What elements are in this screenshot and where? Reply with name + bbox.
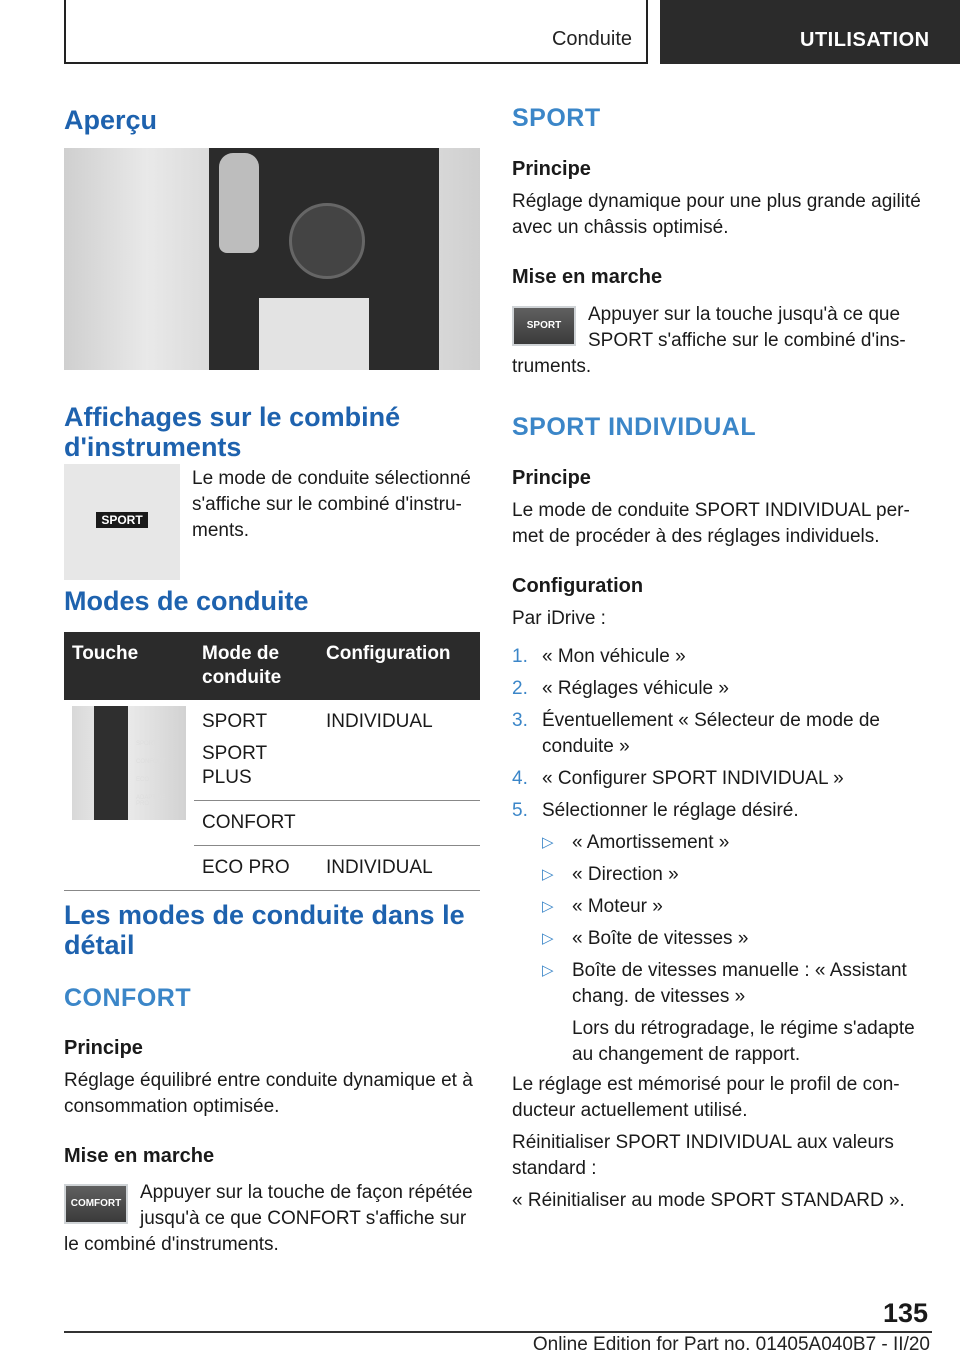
config-steps [512,644,932,1074]
sport-text-2: avec un châssis optimisé. [512,217,729,238]
footer-divider [64,1331,932,1333]
comfort-button-image: COMFORT [64,1184,128,1224]
config-cell: INDIVIDUAL [318,700,480,801]
table-header-mode: Mode de conduite [194,632,318,700]
confort-action-3: le combiné d'instruments. [64,1234,279,1255]
confort-action-2: jusqu'à ce que CONFORT s'affiche sur [140,1208,467,1229]
individual-principe-heading: Principe [512,467,591,489]
list-item: ▷ Boîte de vitesses manuelle : « Assistant chang. de vitesses » Lors du rétrogradage, le régime s'adapte au changement de rapport. [542,958,932,1068]
affichages-line-3: ments. [192,520,250,541]
mode-cell: CONFORT [194,801,318,846]
header-section-box [660,0,960,64]
list-item: 3. Éventuellement « Sélecteur de mode de conduite » [512,710,880,757]
mode-cell: SPORT PLUS [202,743,267,788]
confort-mise-en-marche: Mise en marche [64,1145,215,1167]
affichages-title-1: Affichages sur le combiné [64,402,401,432]
configuration-heading: Configuration [512,575,644,597]
table-row [64,700,480,801]
list-item: 4. « Configurer SPORT INDIVIDUAL » [512,768,844,789]
reset-1: Réinitialiser SPORT INDIVIDUAL aux valeurs [512,1132,894,1153]
list-item: 5. Sélectionner le réglage désiré. ▷ « Amortissement » ▷ « Direction » ▷ « Moteur » ▷ « Boîte de vitesses » ▷ Boîte de vitesses manuelle : « Assistant chang. de vitesses » Lors du rétrogradage, le régime s'adapte au changement de rapport. [512,798,932,1068]
sport-principe-heading: Principe [512,158,591,180]
apercu-title: Aperçu [64,105,158,135]
sport-title: SPORT [512,104,601,132]
mode-cell: ECO PRO [194,846,318,891]
header-chapter-box [64,0,648,64]
triangle-bullet-icon: ▷ [542,930,554,947]
list-item: ▷ « Moteur » [542,894,932,920]
page-number: 135 [882,1298,928,1328]
table-header-config: Configuration [318,632,480,700]
header-chapter: Conduite [551,28,632,50]
affichages-line-1: Le mode de conduite sélectionné [192,468,471,489]
instrument-display-image [64,464,180,580]
affichages-line-2: s'affiche sur le combiné d'instru- [192,494,462,515]
confort-action-1: Appuyer sur la touche de façon répétée [140,1182,473,1203]
triangle-bullet-icon: ▷ [542,866,554,883]
detail-title-1: Les modes de conduite dans le [64,900,465,930]
mode-selector-image: SPORT CONFORT ECO PRO ADAPTIVE [72,706,186,820]
confort-text-1: Réglage équilibré entre conduite dynamique et à [64,1070,473,1091]
sport-action-3: truments. [512,356,592,377]
config-cell [318,801,480,846]
confort-title: CONFORT [64,984,192,1012]
modes-title: Modes de conduite [64,586,309,616]
sub-options [542,830,932,1068]
sport-button-image: SPORT [512,306,576,346]
reset-2: standard : [512,1158,597,1179]
confort-principe-heading: Principe [64,1037,143,1059]
idrive-controller-icon [289,203,365,279]
sport-text-1: Réglage dynamique pour une plus grande agilité [512,191,921,212]
memo-1: Le réglage est mémorisé pour le profil de con- [512,1074,900,1095]
triangle-bullet-icon: ▷ [542,898,554,915]
reset-menu: « Réinitialiser au mode SPORT STANDARD ». [512,1190,905,1211]
sport-action-1: Appuyer sur la touche jusqu'à ce que [588,304,901,325]
mode-cell: SPORT [202,711,268,732]
sport-action-2: SPORT s'affiche sur le combiné d'ins- [588,330,906,351]
config-cell: INDIVIDUAL [318,846,480,891]
list-item: 1. « Mon véhicule » [512,646,686,667]
console-panel [259,298,369,370]
confort-text-2: consommation optimisée. [64,1096,280,1117]
substep-note: Lors du rétrogradage, le régime s'adapte au changement de rapport. [572,1018,915,1065]
header-section: UTILISATION [800,29,930,51]
memo-2: ducteur actuellement utilisé. [512,1100,748,1121]
triangle-bullet-icon: ▷ [542,962,554,979]
individual-text-1: Le mode de conduite SPORT INDIVIDUAL per- [512,500,910,521]
gear-selector-photo [64,148,480,370]
triangle-bullet-icon: ▷ [542,834,554,851]
affichages-title-2: d'instruments [64,432,242,462]
gear-lever-icon [219,153,259,253]
par-idrive: Par iDrive : [512,608,606,629]
detail-title-2: détail [64,930,135,960]
edition-text: Online Edition for Part no. 01405A040B7 - II/20 [532,1334,930,1355]
individual-text-2: met de procéder à des réglages individuels. [512,526,880,547]
list-item: ▷ « Direction » [542,862,932,888]
sport-mise-en-marche: Mise en marche [512,266,663,288]
list-item: ▷ « Amortissement » [542,830,932,856]
table-header-touche: Touche [64,632,194,700]
sport-display-badge: SPORT [96,512,148,528]
list-item: 2. « Réglages véhicule » [512,678,729,699]
individual-title: SPORT INDIVIDUAL [512,413,757,441]
list-item: ▷ « Boîte de vitesses » [542,926,932,952]
modes-table [64,632,480,891]
